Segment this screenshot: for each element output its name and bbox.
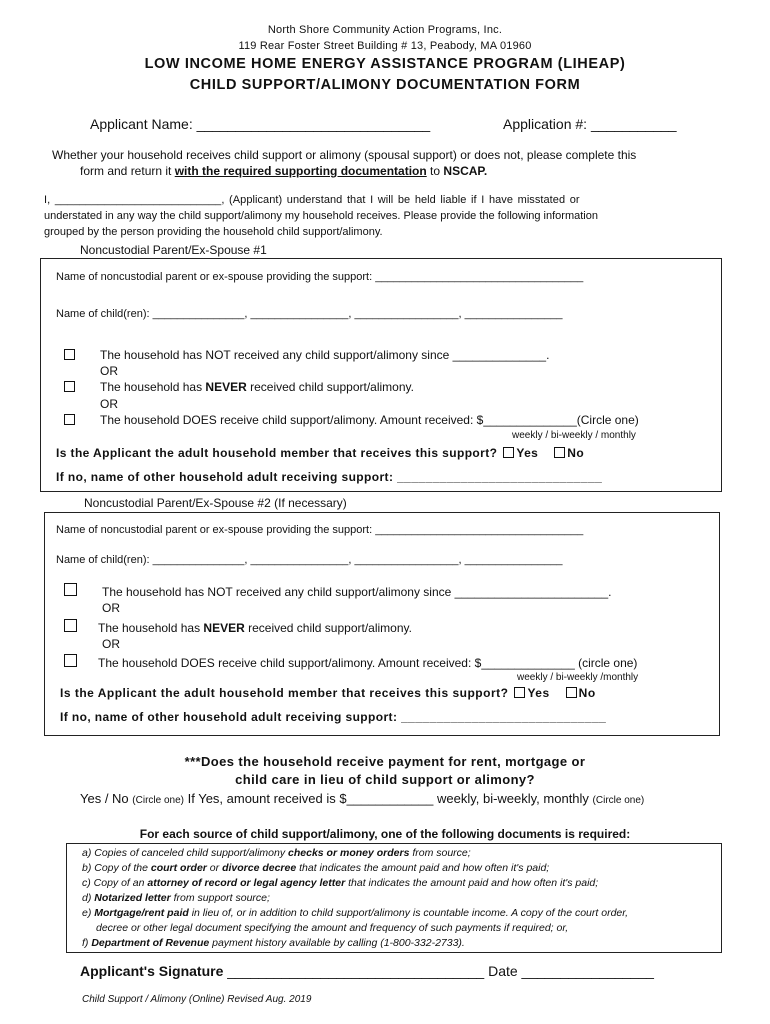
org-name: North Shore Community Action Programs, Inc. — [267, 24, 503, 36]
doc-item-e: e) Mortgage/rent paid in lieu of, or in addition to child support/alimony is countable income. A copy of the court order, — [82, 907, 629, 919]
section1-children-field[interactable]: Name of child(ren): _______________, ________________, _________________, ________________ — [56, 308, 563, 320]
section1-question: Is the Applicant the adult household member that receives this support? Yes No — [56, 446, 585, 460]
section1-frequency[interactable]: weekly / bi-weekly / monthly — [512, 430, 636, 441]
section2-frequency[interactable]: weekly / bi-weekly /monthly — [517, 672, 639, 683]
section2-no-checkbox[interactable] — [566, 687, 577, 698]
rent-question-line-1: ***Does the household receive payment for rent, mortgage or — [184, 754, 586, 769]
section1-yes-checkbox[interactable] — [503, 447, 514, 458]
doc-item-b: b) Copy of the court order or divorce decree that indicates the amount paid and how often it's paid; — [82, 862, 550, 874]
section1-other-adult-field[interactable]: If no, name of other household adult receiving support: _____________________________ — [56, 470, 603, 484]
section1-not-received-checkbox[interactable] — [64, 349, 75, 360]
section1-heading: Noncustodial Parent/Ex-Spouse #1 — [80, 243, 267, 257]
rent-answer-line: Yes / No (Circle one) If Yes, amount received is $____________ weekly, bi-weekly, monthly (Circle one) — [80, 791, 645, 806]
section1-option-does-receive: The household DOES receive child support/alimony. Amount received: $______________(Circle one) — [100, 413, 639, 427]
section2-or-1: OR — [102, 601, 120, 615]
form-footer: Child Support / Alimony (Online) Revised Aug. 2019 — [82, 994, 312, 1005]
section2-never-checkbox[interactable] — [64, 619, 77, 632]
docs-list — [82, 846, 722, 951]
doc-item-d: d) Notarized letter from support source; — [82, 892, 270, 904]
rent-amount-field[interactable]: If Yes, amount received is $____________ weekly, bi-weekly, monthly — [187, 791, 589, 806]
section2-heading: Noncustodial Parent/Ex-Spouse #2 (If necessary) — [84, 496, 347, 510]
section2-question: Is the Applicant the adult household member that receives this support? Yes No — [60, 686, 596, 700]
section1-provider-field[interactable]: Name of noncustodial parent or ex-spouse providing the support: __________________________________ — [56, 271, 584, 283]
section1-never-checkbox[interactable] — [64, 381, 75, 392]
section1-option-not-received: The household has NOT received any child support/alimony since ______________. — [100, 348, 550, 362]
docs-heading: For each source of child support/alimony, one of the following documents is required: — [139, 827, 631, 841]
section2-provider-field[interactable]: Name of noncustodial parent or ex-spouse providing the support: __________________________________ — [56, 524, 584, 536]
signature-date-field[interactable]: _________________________________ Date _________________ — [223, 963, 654, 979]
section2-other-adult-field[interactable]: If no, name of other household adult receiving support: _____________________________ — [60, 710, 607, 724]
application-number-field[interactable]: Application #: ___________ — [503, 116, 677, 132]
section2-not-received-checkbox[interactable] — [64, 583, 77, 596]
section2-option-never: The household has NEVER received child support/alimony. — [98, 621, 412, 635]
section2-children-field[interactable]: Name of child(ren): _______________, ________________, _________________, ________________ — [56, 554, 563, 566]
statement-line-1: I, ___________________________, (Applicant) understand that I will be held liable if I have misstated or — [44, 194, 580, 206]
section2-yes-checkbox[interactable] — [514, 687, 525, 698]
org-address: 119 Rear Foster Street Building # 13, Peabody, MA 01960 — [238, 40, 532, 52]
section1-or-1: OR — [100, 364, 118, 378]
form-title-2: CHILD SUPPORT/ALIMONY DOCUMENTATION FORM — [189, 77, 581, 93]
applicant-name-field[interactable]: Applicant Name: ______________________________ — [90, 116, 431, 132]
signature-label: Applicant's Signature — [80, 963, 224, 979]
section1-or-2: OR — [100, 397, 118, 411]
section1-option-never: The household has NEVER received child support/alimony. — [100, 380, 414, 394]
intro-line-2: form and return it with the required supporting documentation to NSCAP. — [80, 164, 488, 178]
signature-row — [80, 963, 654, 979]
doc-item-c: c) Copy of an attorney of record or legal agency letter that indicates the amount paid and how often it's paid; — [82, 877, 599, 889]
section2-does-receive-checkbox[interactable] — [64, 654, 77, 667]
section2-option-not-received: The household has NOT received any child support/alimony since _______________________. — [102, 585, 612, 599]
intro-line-1: Whether your household receives child support or alimony (spousal support) or does not, please complete this — [52, 148, 637, 162]
intro-emphasis: with the required supporting documentation — [174, 164, 427, 178]
section1-does-receive-checkbox[interactable] — [64, 414, 75, 425]
doc-item-a: a) Copies of canceled child support/alimony checks or money orders from source; — [82, 847, 471, 859]
form-title-1: LOW INCOME HOME ENERGY ASSISTANCE PROGRAM (LIHEAP) — [144, 56, 626, 72]
statement-line-3: grouped by the person providing the household child support/alimony. — [44, 226, 383, 238]
section2-or-2: OR — [102, 637, 120, 651]
rent-question-line-2: child care in lieu of child support or alimony? — [235, 772, 535, 787]
doc-item-f: f) Department of Revenue payment history available by calling (1-800-332-2733). — [82, 937, 465, 949]
statement-line-2: understated in any way the child support/alimony my household receives. Please provide the following information — [44, 210, 598, 222]
section2-option-does-receive: The household DOES receive child support/alimony. Amount received: $______________ (circle one) — [98, 656, 638, 670]
section1-no-checkbox[interactable] — [554, 447, 565, 458]
rent-yes-no[interactable]: Yes / No — [80, 791, 129, 806]
doc-item-e-continued: decree or other legal document specifying the amount and frequency of such payments if required; or, — [96, 922, 569, 934]
